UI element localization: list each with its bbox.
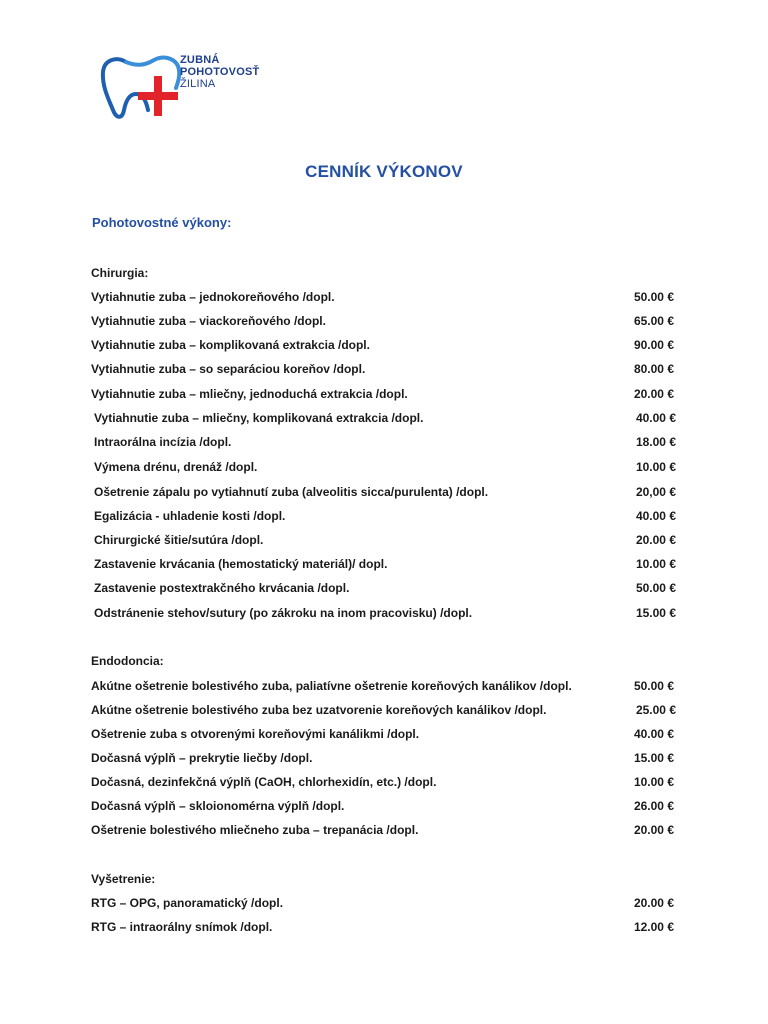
procedure-name: Ošetrenie zápalu po vytiahnutí zuba (alveolitis sicca/purulenta) /dopl. xyxy=(94,485,489,499)
procedure-price: 12.00 € xyxy=(633,920,674,934)
price-row xyxy=(91,725,676,743)
price-row xyxy=(91,604,676,622)
procedure-name: Vytiahnutie zuba – mliečny, jednoduchá extrakcia /dopl. xyxy=(91,387,408,401)
price-row xyxy=(91,409,676,427)
procedure-name: Zastavenie postextrakčného krvácania /dopl. xyxy=(94,581,350,595)
procedure-price: 40.00 € xyxy=(635,411,676,425)
price-row xyxy=(91,579,676,597)
page-subtitle: Pohotovostné výkony: xyxy=(92,215,232,230)
price-row xyxy=(91,433,676,451)
procedure-price: 40.00 € xyxy=(633,727,674,741)
procedure-name: Intraorálna incízia /dopl. xyxy=(94,435,232,449)
procedure-price: 20.00 € xyxy=(635,533,676,547)
procedure-name: Zastavenie krvácania (hemostatický materiál)/ dopl. xyxy=(94,557,388,571)
section-title-vysetrenie: Vyšetrenie: xyxy=(91,872,156,886)
procedure-name: Chirurgické šitie/sutúra /dopl. xyxy=(94,533,264,547)
procedure-price: 50.00 € xyxy=(635,581,676,595)
price-row xyxy=(91,336,676,354)
procedure-price: 20.00 € xyxy=(633,896,674,910)
price-row xyxy=(91,507,676,525)
procedure-price: 20,00 € xyxy=(635,485,676,499)
procedure-price: 18.00 € xyxy=(635,435,676,449)
procedure-name: Odstránenie stehov/sutury (po zákroku na inom pracovisku) /dopl. xyxy=(94,606,473,620)
procedure-price: 15.00 € xyxy=(633,751,674,765)
logo-line-3: ŽILINA xyxy=(180,78,216,90)
procedure-name: Akútne ošetrenie bolestivého zuba bez uzatvorenie koreňových kanálikov /dopl. xyxy=(91,703,547,717)
price-row xyxy=(91,483,676,501)
price-row xyxy=(91,531,676,549)
price-row xyxy=(91,894,676,912)
logo-text xyxy=(180,54,259,90)
procedure-price: 15.00 € xyxy=(635,606,676,620)
procedure-name: Vytiahnutie zuba – viackoreňového /dopl. xyxy=(91,314,326,328)
page-title: CENNÍK VÝKONOV xyxy=(305,162,463,181)
price-row xyxy=(91,701,676,719)
procedure-name: Ošetrenie bolestivého mliečneho zuba – trepanácia /dopl. xyxy=(91,823,419,837)
procedure-name: Výmena drénu, drenáž /dopl. xyxy=(94,460,258,474)
procedure-name: Dočasná, dezinfekčná výplň (CaOH, chlorhexidín, etc.) /dopl. xyxy=(91,775,437,789)
procedure-price: 40.00 € xyxy=(635,509,676,523)
price-row xyxy=(91,821,676,839)
price-row xyxy=(91,555,676,573)
procedure-name: Vytiahnutie zuba – komplikovaná extrakcia /dopl. xyxy=(91,338,370,352)
logo-line-2: POHOTOVOSŤ xyxy=(180,66,260,78)
procedure-name: Akútne ošetrenie bolestivého zuba, paliatívne ošetrenie koreňových kanálikov /dopl. xyxy=(91,679,572,693)
procedure-price: 50.00 € xyxy=(633,290,674,304)
procedure-price: 26.00 € xyxy=(633,799,674,813)
procedure-name: Ošetrenie zuba s otvorenými koreňovými kanálikmi /dopl. xyxy=(91,727,420,741)
section-title-chirurgia: Chirurgia: xyxy=(91,266,149,280)
procedure-price: 10.00 € xyxy=(633,775,674,789)
procedure-price: 10.00 € xyxy=(635,557,676,571)
procedure-name: Egalizácia - uhladenie kosti /dopl. xyxy=(94,509,286,523)
price-row xyxy=(91,288,676,306)
price-row xyxy=(91,312,676,330)
procedure-name: RTG – OPG, panoramatický /dopl. xyxy=(91,896,284,910)
procedure-price: 80.00 € xyxy=(633,362,674,376)
procedure-price: 25.00 € xyxy=(635,703,676,717)
procedure-price: 20.00 € xyxy=(633,387,674,401)
price-row xyxy=(91,385,676,403)
procedure-price: 10.00 € xyxy=(635,460,676,474)
price-row xyxy=(91,458,676,476)
procedure-price: 20.00 € xyxy=(633,823,674,837)
procedure-price: 65.00 € xyxy=(633,314,674,328)
price-row xyxy=(91,360,676,378)
procedure-price: 50.00 € xyxy=(633,679,674,693)
price-row xyxy=(91,918,676,936)
procedure-name: Dočasná výplň – skloionomérna výplň /dopl. xyxy=(91,799,345,813)
procedure-name: Vytiahnutie zuba – mliečny, komplikovaná extrakcia /dopl. xyxy=(94,411,424,425)
logo-line-1: ZUBNÁ xyxy=(180,54,220,66)
price-row xyxy=(91,797,676,815)
price-row xyxy=(91,749,676,767)
price-row xyxy=(91,677,676,695)
logo xyxy=(96,44,266,124)
procedure-name: Dočasná výplň – prekrytie liečby /dopl. xyxy=(91,751,313,765)
price-row xyxy=(91,773,676,791)
procedure-price: 90.00 € xyxy=(633,338,674,352)
procedure-name: Vytiahnutie zuba – so separáciou koreňov /dopl. xyxy=(91,362,366,376)
procedure-name: Vytiahnutie zuba – jednokoreňového /dopl. xyxy=(91,290,335,304)
section-title-endodoncia: Endodoncia: xyxy=(91,654,164,668)
procedure-name: RTG – intraorálny snímok /dopl. xyxy=(91,920,273,934)
